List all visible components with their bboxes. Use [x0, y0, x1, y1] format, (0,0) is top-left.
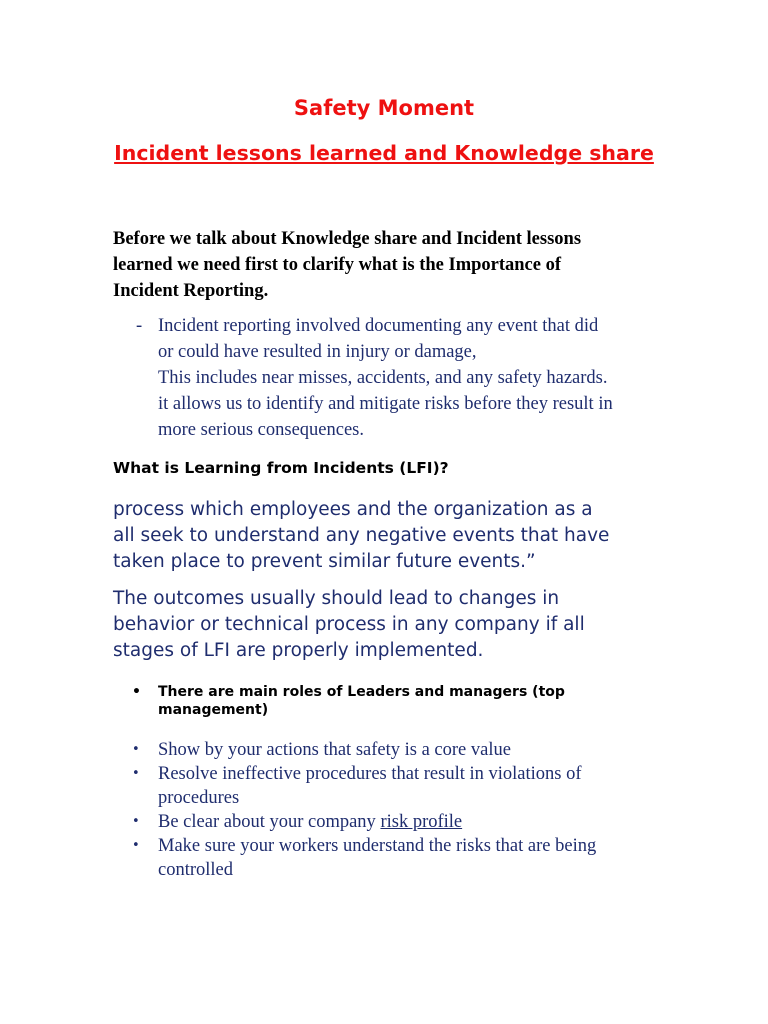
reporting-line: more serious consequences. [158, 420, 365, 440]
action-line: controlled [158, 860, 234, 880]
lfi-definition-line: process which employees and the organization as a [113, 499, 593, 520]
action-line [158, 810, 673, 834]
action-line: Make sure your workers understand the risks that are being [158, 836, 597, 856]
lfi-heading: What is Learning from Incidents (LFI)? [113, 459, 449, 477]
risk-profile-link[interactable]: risk profile [380, 812, 463, 832]
document-subtitle: Incident lessons learned and Knowledge share [114, 141, 654, 165]
lfi-outcomes-paragraph [113, 586, 673, 664]
action-line: Show by your actions that safety is a core value [158, 740, 511, 760]
bullet-marker: • [132, 742, 140, 757]
reporting-line: or could have resulted in injury or damage, [158, 342, 477, 362]
bullet-marker: • [132, 838, 140, 853]
intro-line: Incident Reporting. [113, 281, 269, 301]
list-item [113, 810, 673, 834]
document-title: Safety Moment [293, 96, 475, 120]
lfi-definition-paragraph [113, 497, 673, 575]
action-line: Resolve ineffective procedures that result in violations of [158, 764, 582, 784]
roles-text [158, 683, 673, 719]
action-prefix: Be clear about your company [158, 812, 381, 832]
intro-paragraph [113, 226, 673, 304]
bullet-marker: • [132, 766, 140, 781]
reporting-dash-item [113, 313, 673, 443]
intro-line: Before we talk about Knowledge share and Incident lessons [113, 229, 582, 249]
reporting-text [158, 313, 673, 443]
reporting-line: This includes near misses, accidents, and any safety hazards. [158, 368, 608, 388]
lfi-outcomes-line: The outcomes usually should lead to changes in [113, 588, 560, 609]
reporting-line: it allows us to identify and mitigate risks before they result in [158, 394, 613, 414]
intro-line: learned we need first to clarify what is the Importance of [113, 255, 562, 275]
list-item [113, 834, 673, 882]
bullet-marker: • [132, 684, 141, 700]
lfi-definition-line: all seek to understand any negative events that have [113, 525, 610, 546]
roles-bullet-item [113, 683, 673, 719]
list-item [113, 738, 673, 762]
bullet-marker: • [132, 814, 140, 829]
list-item [113, 762, 673, 810]
action-line: procedures [158, 788, 240, 808]
reporting-line: Incident reporting involved documenting any event that did [158, 316, 599, 336]
roles-line: There are main roles of Leaders and managers (top [158, 684, 565, 700]
lfi-outcomes-line: stages of LFI are properly implemented. [113, 640, 484, 661]
leader-actions-list [113, 738, 673, 882]
lfi-outcomes-line: behavior or technical process in any company if all [113, 614, 585, 635]
lfi-definition-line: taken place to prevent similar future events.” [113, 551, 536, 572]
dash-marker: - [136, 316, 143, 336]
roles-line: management) [158, 702, 269, 718]
